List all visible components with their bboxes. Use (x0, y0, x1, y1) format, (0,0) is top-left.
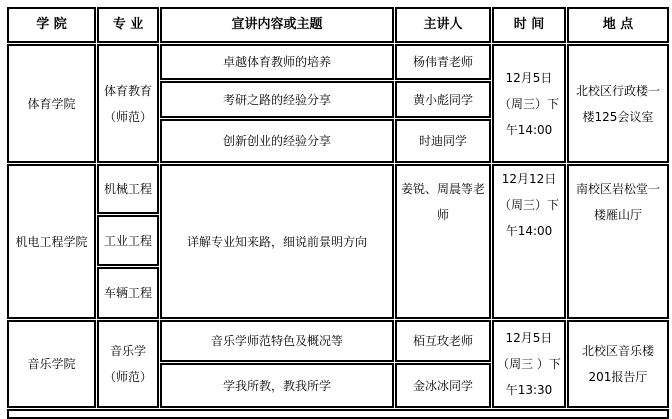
cell-time (492, 320, 566, 408)
cell-college: 体育学院 (7, 44, 96, 163)
speaker-line: 师 (436, 208, 449, 222)
major-line: （师范） (103, 109, 152, 124)
header-topic: 宣讲内容或主题 (160, 7, 394, 43)
cell-place (567, 44, 669, 163)
place-line: 北校区行政楼一 (575, 83, 660, 98)
time-line: （周三 ）下 (497, 357, 561, 371)
header-speaker: 主讲人 (395, 7, 491, 43)
place-line: 201报告厅 (588, 370, 648, 384)
cell-speaker: 栢互玫老师 (395, 320, 491, 362)
cell-speaker: 时迪同学 (395, 119, 491, 163)
cell-speaker: 金冰冰同学 (395, 363, 491, 408)
time-line: 12月5日 (505, 331, 553, 345)
cell-speaker (395, 164, 491, 319)
place-line: 楼雁山厅 (593, 208, 642, 222)
cell-college: 机电工程学院 (7, 164, 96, 319)
time-line: （周三）下 (498, 96, 559, 111)
cell-topic: 创新创业的经验分享 (160, 119, 394, 163)
header-college: 学 院 (7, 7, 96, 43)
cell-speaker: 黄小彪同学 (395, 81, 491, 118)
cell-place (567, 164, 669, 319)
time-line: 午14:00 (505, 224, 553, 238)
time-line: 12月12日 (501, 172, 557, 186)
cell-speaker: 杨伟青老师 (395, 44, 491, 80)
cell-place (567, 320, 669, 408)
cell-topic: 学我所教，教我所学 (160, 363, 394, 408)
speaker-line: 姜锐、周晨等老 (400, 182, 485, 196)
header-time: 时 间 (492, 7, 566, 43)
time-line: 午13:30 (505, 383, 553, 397)
cell-topic: 音乐学师范特色及概况等 (160, 320, 394, 362)
major-line: 体育教育 (103, 83, 152, 98)
cell-major (97, 320, 159, 408)
cell-major: 车辆工程 (97, 267, 159, 319)
cell-topic: 考研之路的经验分享 (160, 81, 394, 118)
place-line: 南校区岩松堂一 (575, 182, 660, 196)
cell-time (492, 44, 566, 163)
cell-college: 音乐学院 (7, 320, 96, 408)
place-line: 楼125会议室 (582, 109, 654, 124)
time-line: （周三）下 (498, 198, 559, 212)
cell-major: 机械工程 (97, 164, 159, 214)
place-line: 北校区音乐楼 (581, 344, 654, 358)
major-line: （师范） (103, 370, 152, 384)
cell-major (97, 44, 159, 163)
major-line: 音乐学 (109, 344, 146, 358)
cell-time (492, 164, 566, 319)
time-line: 午14:00 (505, 122, 553, 137)
cell-next-row (7, 409, 669, 419)
cell-major: 工业工程 (97, 215, 159, 266)
header-major: 专 业 (97, 7, 159, 43)
header-place: 地 点 (567, 7, 669, 43)
cell-topic: 详解专业知来路，细说前景明方向 (160, 164, 394, 319)
time-line: 12月5日 (505, 70, 553, 85)
cell-topic: 卓越体育教师的培养 (160, 44, 394, 80)
